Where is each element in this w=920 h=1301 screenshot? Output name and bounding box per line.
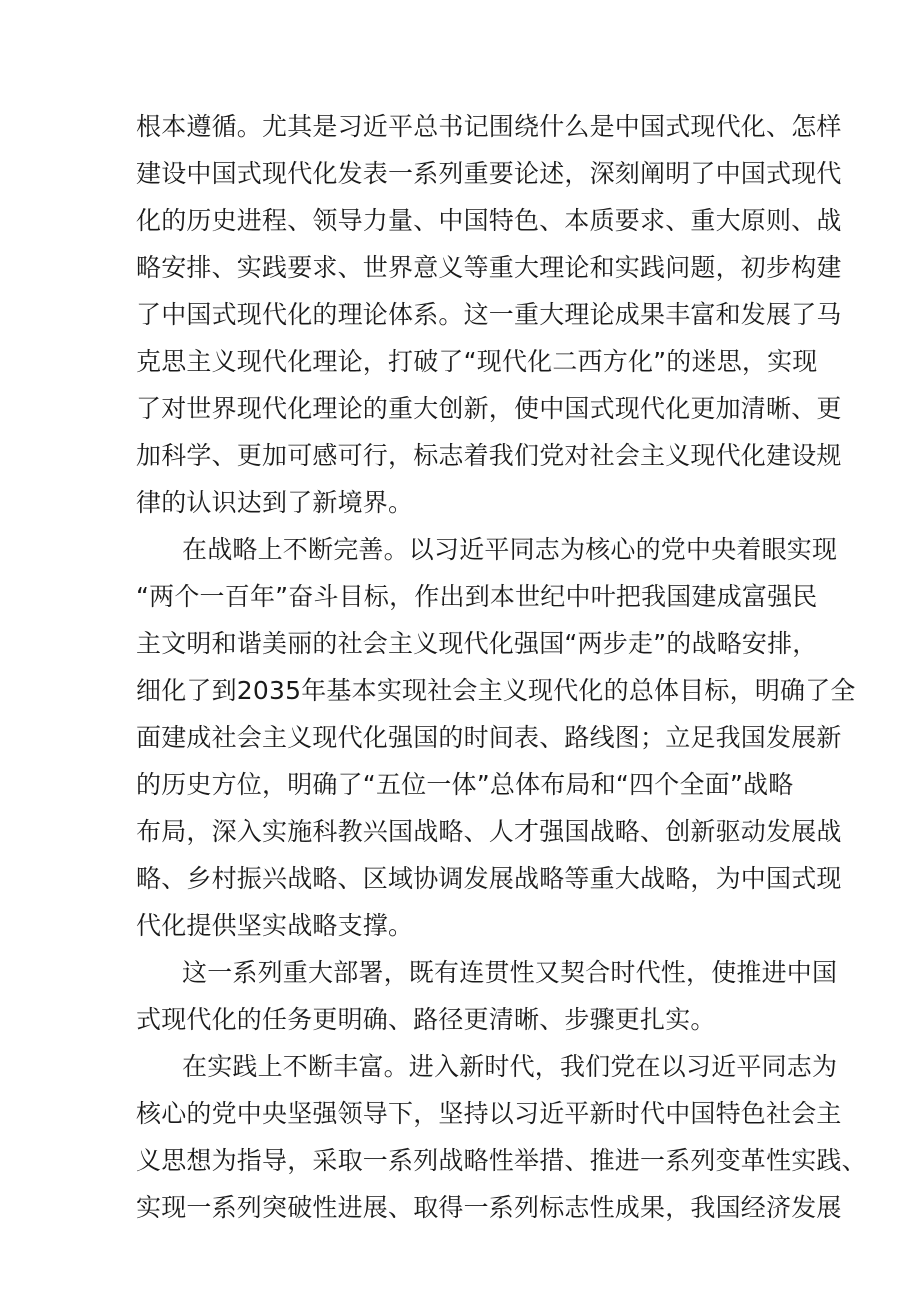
text-line: 加科学、更加可感可行，标志着我们党对社会主义现代化建设规 (136, 441, 842, 470)
text-line: 化的历史进程、领导力量、中国特色、本质要求、重大原则、战 (136, 206, 842, 235)
paragraph-first-line: 在实践上不断丰富。进入新时代，我们党在以习近平同志为 (182, 1052, 838, 1081)
text-line: 主文明和谐美丽的社会主义现代化强国“两步走”的战略安排， (136, 629, 818, 658)
text-line: 了对世界现代化理论的重大创新，使中国式现代化更加清晰、更 (136, 394, 842, 423)
text-line: “两个一百年”奋斗目标，作出到本世纪中叶把我国建成富强民 (136, 582, 818, 611)
text-line: 建设中国式现代化发表一系列重要论述，深刻阐明了中国式现代 (136, 159, 842, 188)
text-line: 略安排、实践要求、世界意义等重大理论和实践问题，初步构建 (136, 253, 842, 282)
text-line: 的历史方位，明确了“五位一体”总体布局和“四个全面”战略 (136, 770, 794, 799)
text-line: 面建成社会主义现代化强国的时间表、路线图；立足我国发展新 (136, 723, 842, 752)
text-line: 核心的党中央坚强领导下，坚持以习近平新时代中国特色社会主 (136, 1099, 842, 1128)
text-line: 实现一系列突破性进展、取得一系列标志性成果，我国经济发展 (136, 1193, 842, 1222)
text-line: 根本遵循。尤其是习近平总书记围绕什么是中国式现代化、怎样 (136, 112, 842, 141)
paragraph-first-line: 在战略上不断完善。以习近平同志为核心的党中央着眼实现 (182, 535, 838, 564)
text-line: 式现代化的任务更明确、路径更清晰、步骤更扎实。 (136, 1005, 716, 1034)
text-line: 代化提供坚实战略支撑。 (136, 911, 414, 940)
text-line: 布局，深入实施科教兴国战略、人才强国战略、创新驱动发展战 (136, 817, 842, 846)
text-line: 细化了到2035年基本实现社会主义现代化的总体目标，明确了全 (136, 676, 856, 705)
text-line: 义思想为指导，采取一系列战略性举措、推进一系列变革性实践、 (136, 1146, 867, 1175)
text-line: 克思主义现代化理论，打破了“现代化二西方化”的迷思，实现 (136, 347, 818, 376)
text-line: 了中国式现代化的理论体系。这一重大理论成果丰富和发展了马 (136, 300, 842, 329)
text-line: 律的认识达到了新境界。 (136, 488, 414, 517)
text-line: 略、乡村振兴战略、区域协调发展战略等重大战略，为中国式现 (136, 864, 842, 893)
paragraph-first-line: 这一系列重大部署，既有连贯性又契合时代性，使推进中国 (182, 958, 838, 987)
